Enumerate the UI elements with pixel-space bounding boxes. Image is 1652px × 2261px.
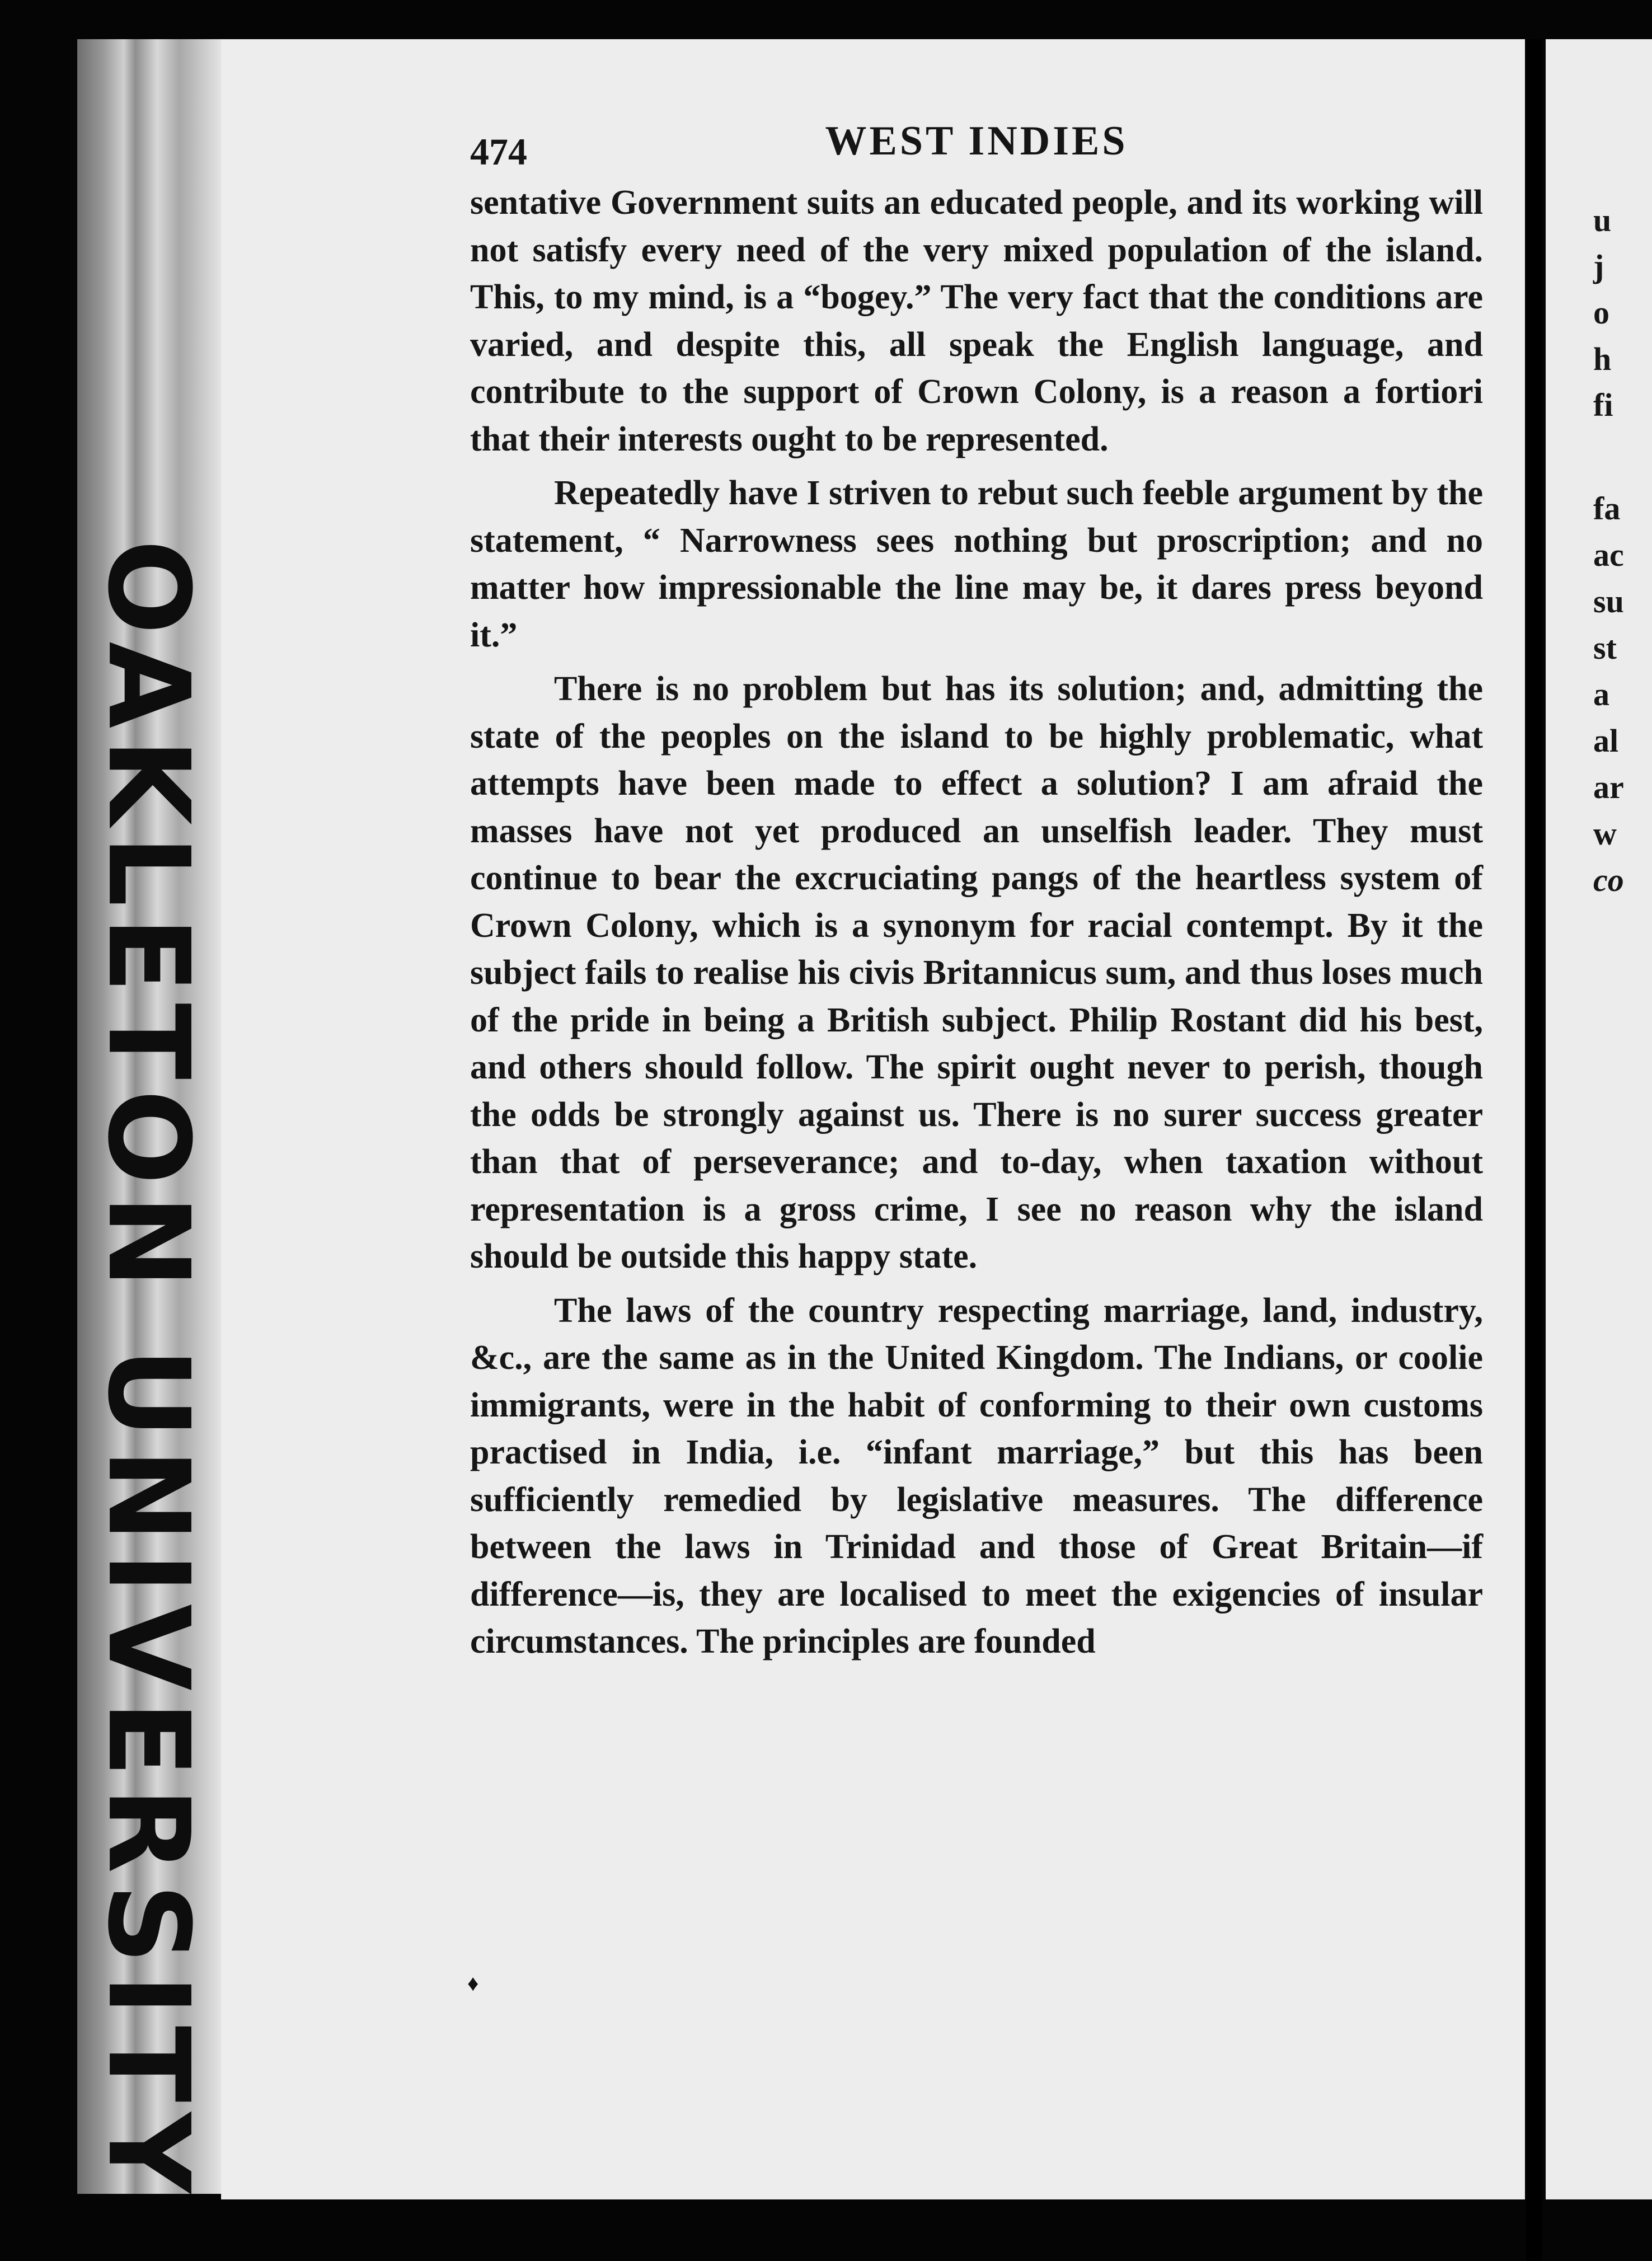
bottom-mark: ♦ [467, 1971, 479, 1996]
adjacent-fragment: ar [1593, 769, 1624, 805]
adjacent-fragment: o [1593, 294, 1609, 331]
adjacent-fragment: a [1593, 676, 1609, 712]
adjacent-fragment: fi [1593, 387, 1613, 423]
running-title: WEST INDIES [825, 118, 1128, 164]
adjacent-fragment: st [1593, 630, 1617, 666]
running-head [470, 118, 1483, 179]
adjacent-fragment: u [1593, 202, 1612, 238]
adjacent-fragment: co [1593, 862, 1624, 898]
adjacent-fragment: w [1593, 815, 1617, 852]
page-content [470, 118, 1483, 1672]
page-number: 474 [470, 130, 527, 173]
book-page [221, 39, 1525, 2199]
body-text [470, 179, 1483, 1666]
adjacent-fragment: al [1593, 723, 1619, 759]
adjacent-fragment: ac [1593, 537, 1624, 573]
spine-label-text: OAKLETON UNIVERSITY [83, 539, 214, 2203]
spine-label [83, 539, 214, 2203]
paragraph-4: The laws of the country respecting marriage, land, industry, &c., are the same as in the United Kingdom. The Indians, or coolie immigrants, were in the habit of conforming to their own customs practised in India, i.e. “infant marriage,” but this has been sufficiently remedied by legislative measures. The difference between the laws in Trinidad and those of Great Britain—if difference—is, they are localised to meet the exigencies of insular circumstances. The principles are founded [470, 1291, 1483, 1660]
adjacent-fragment: j [1593, 248, 1604, 284]
gutter-divider [1526, 39, 1542, 2261]
adjacent-fragment: fa [1593, 490, 1621, 527]
paragraph-1: sentative Government suits an educated people, and its working will not satisfy every need of the very mixed population of the island. This, to my mind, is a “bogey.” The very fact that the conditions are varied, and despite this, all speak the English language, and contribute to the support of Crown Colony, is a reason a fortiori that their interests ought to be represented. [470, 184, 1483, 458]
adjacent-page [1546, 39, 1652, 2199]
adjacent-fragment: su [1593, 583, 1624, 620]
adjacent-fragment: h [1593, 341, 1612, 377]
paragraph-3: There is no problem but has its solution; and, admitting the state of the peoples on the island to be highly problematic, what attempts have been made to effect a solution? I am afraid the masses have not yet produced an unselfish leader. They must continue to bear the excruciating pangs of the heartless system of Crown Colony, which is a synonym for racial contempt. By it the subject fails to realise his civis Britannicus sum, and thus loses much of the pride in being a British subject. Philip Rostant did his best, and others should follow. The spirit ought never to perish, though the odds be strongly against us. There is no surer success greater than that of perseverance; and to-day, when taxation without representation is a gross crime, I see no reason why the island should be outside this happy state. [470, 670, 1483, 1275]
paragraph-2: Repeatedly have I striven to rebut such feeble argument by the statement, “ Narrowness sees nothing but proscription; and no matter how impressionable the line may be, it dares press beyond it.” [470, 474, 1483, 654]
